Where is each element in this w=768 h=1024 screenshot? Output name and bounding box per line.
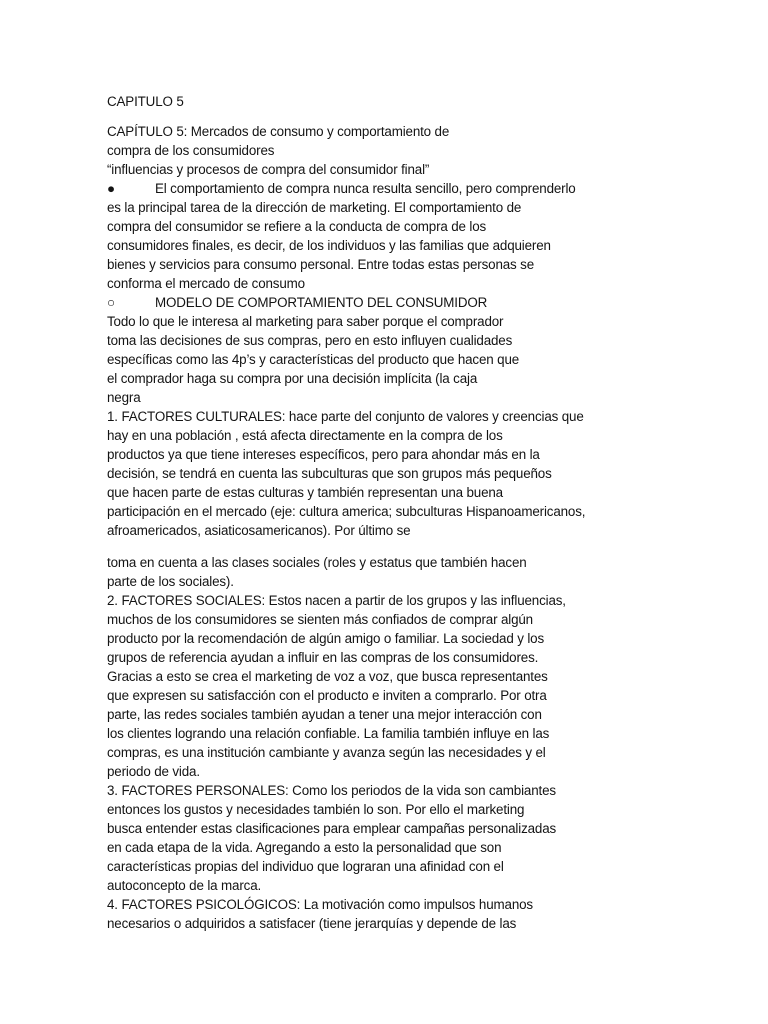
bullet-text: El comportamiento de compra nunca resulta sencillo, pero comprenderlo bbox=[155, 181, 576, 196]
text-line: 2. FACTORES SOCIALES: Estos nacen a partir de los grupos y las influencias, bbox=[107, 593, 566, 608]
text-line: periodo de vida. bbox=[107, 764, 200, 779]
text-line: negra bbox=[107, 390, 141, 405]
text-line: consumidores finales, es decir, de los individuos y las familias que adquieren bbox=[107, 238, 551, 253]
text-line: características propias del individuo que lograran una afinidad con el bbox=[107, 859, 504, 874]
bullet-icon: ● bbox=[107, 181, 115, 196]
subheading-line bbox=[107, 293, 487, 312]
text-line: 4. FACTORES PSICOLÓGICOS: La motivación como impulsos humanos bbox=[107, 897, 533, 912]
text-line: los clientes logrando una relación confiable. La familia también influye en las bbox=[107, 726, 550, 741]
text-line: “influencias y procesos de compra del consumidor final” bbox=[107, 162, 430, 177]
subheading-text: MODELO DE COMPORTAMIENTO DEL CONSUMIDOR bbox=[155, 295, 488, 310]
text-line: específicas como las 4p’s y características del producto que hacen que bbox=[107, 352, 520, 367]
text-line: muchos de los consumidores se sienten más confiados de comprar algún bbox=[107, 612, 533, 627]
text-line: necesarios o adquiridos a satisfacer (tiene jerarquías y depende de las bbox=[107, 916, 517, 931]
text-line: conforma el mercado de consumo bbox=[107, 276, 305, 291]
text-line: toma las decisiones de sus compras, pero en esto influyen cualidades bbox=[107, 333, 513, 348]
text-line: decisión, se tendrá en cuenta las subculturas que son grupos más pequeños bbox=[107, 466, 552, 481]
text-line: parte, las redes sociales también ayudan a tener una mejor interacción con bbox=[107, 707, 542, 722]
text-line: bienes y servicios para consumo personal. Entre todas estas personas se bbox=[107, 257, 535, 272]
bullet-paragraph bbox=[107, 179, 576, 198]
text-line: Gracias a esto se crea el marketing de voz a voz, que busca representantes bbox=[107, 669, 548, 684]
text-line: compra del consumidor se refiere a la conducta de compra de los bbox=[107, 219, 487, 234]
text-line: Todo lo que le interesa al marketing para saber porque el comprador bbox=[107, 314, 504, 329]
text-line: CAPÍTULO 5: Mercados de consumo y comportamiento de bbox=[107, 124, 450, 139]
text-line: grupos de referencia ayudan a influir en las compras de los consumidores. bbox=[107, 650, 539, 665]
text-line: autoconcepto de la marca. bbox=[107, 878, 262, 893]
text-line: compras, es una institución cambiante y avanza según las necesidades y el bbox=[107, 745, 546, 760]
text-line: afroamericados, asiaticosamericanos). Por último se bbox=[107, 523, 411, 538]
text-line: 1. FACTORES CULTURALES: hace parte del conjunto de valores y creencias que bbox=[107, 409, 584, 424]
text-line: que expresen su satisfacción con el producto e inviten a comprarlo. Por otra bbox=[107, 688, 547, 703]
text-line: hay en una población , está afecta directamente en la compra de los bbox=[107, 428, 503, 443]
text-line: busca entender estas clasificaciones para emplear campañas personalizadas bbox=[107, 821, 557, 836]
text-line: parte de los sociales). bbox=[107, 574, 234, 589]
text-line: entonces los gustos y necesidades también lo son. Por ello el marketing bbox=[107, 802, 525, 817]
text-line: productos ya que tiene intereses específicos, pero para ahondar más en la bbox=[107, 447, 540, 462]
chapter-heading: CAPITULO 5 bbox=[107, 94, 184, 109]
text-line: el comprador haga su compra por una decisión implícita (la caja bbox=[107, 371, 478, 386]
text-line: producto por la recomendación de algún amigo o familiar. La sociedad y los bbox=[107, 631, 545, 646]
text-line: participación en el mercado (eje: cultura america; subculturas Hispanoamericanos, bbox=[107, 504, 586, 519]
text-line: compra de los consumidores bbox=[107, 143, 275, 158]
text-line: toma en cuenta a las clases sociales (roles y estatus que también hacen bbox=[107, 555, 527, 570]
text-line: en cada etapa de la vida. Agregando a esto la personalidad que son bbox=[107, 840, 502, 855]
circle-bullet-icon: ○ bbox=[107, 295, 115, 310]
text-line: 3. FACTORES PERSONALES: Como los periodos de la vida son cambiantes bbox=[107, 783, 556, 798]
text-line: que hacen parte de estas culturas y también representan una buena bbox=[107, 485, 503, 500]
text-line: es la principal tarea de la dirección de marketing. El comportamiento de bbox=[107, 200, 522, 215]
